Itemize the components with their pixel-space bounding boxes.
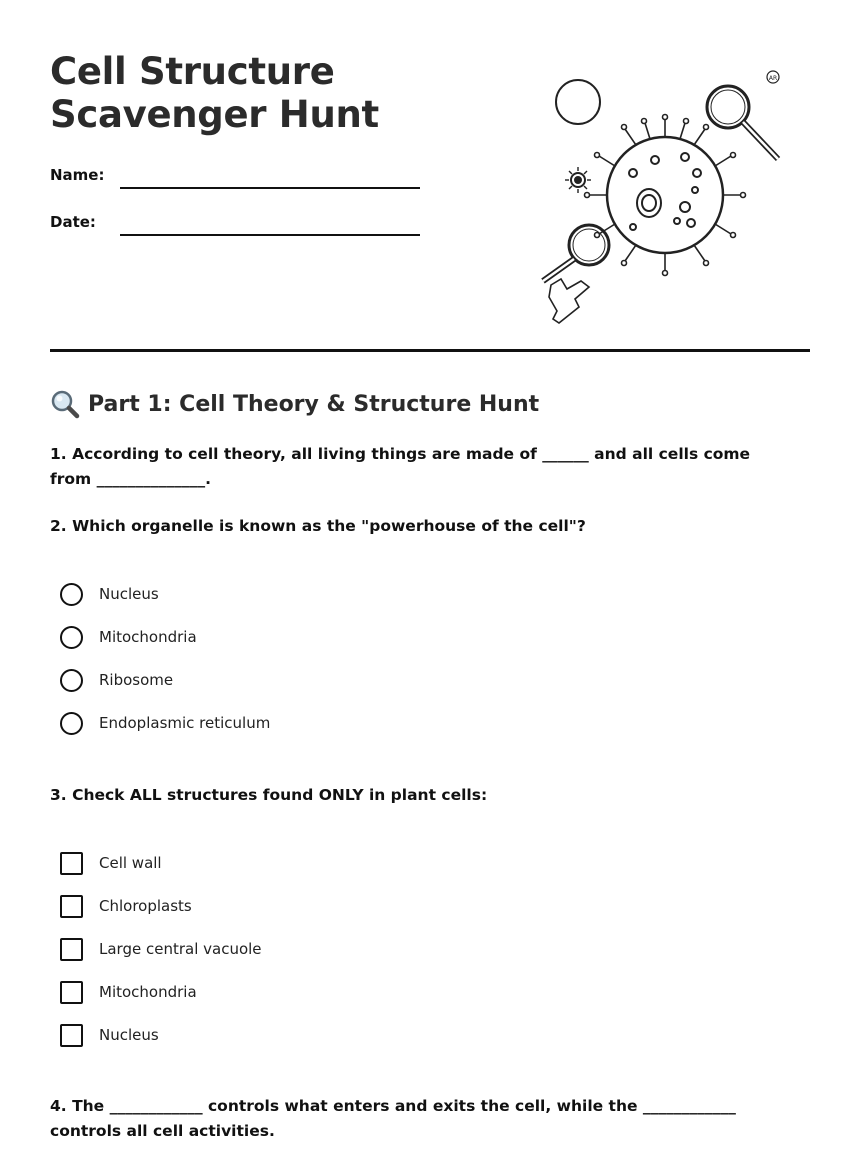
part1-heading-text: Part 1: Cell Theory & Structure Hunt [88, 391, 540, 417]
question-2: 2. Which organelle is known as the "powerhouse of the cell"? [50, 517, 586, 535]
question-3: 3. Check ALL structures found ONLY in plant cells: [50, 786, 488, 804]
cell-illustration [525, 45, 815, 335]
question-2-option-ribosome[interactable] [60, 667, 173, 693]
option-label: Large central vacuole [99, 940, 262, 958]
checkbox[interactable] [60, 1024, 83, 1047]
radio-button[interactable] [60, 669, 83, 692]
option-label: Endoplasmic reticulum [99, 714, 271, 732]
magnifier-top [707, 86, 749, 128]
radio-button[interactable] [60, 626, 83, 649]
question-3-option-chloroplasts[interactable] [60, 893, 192, 919]
option-label: Ribosome [99, 671, 174, 689]
worksheet-title: Cell Structure Scavenger Hunt [50, 50, 379, 136]
question-3-option-vacuole[interactable] [60, 936, 262, 962]
question-3-option-nucleus[interactable] [60, 1022, 159, 1048]
question-2-option-nucleus[interactable] [60, 581, 159, 607]
date-label: Date: [50, 213, 96, 231]
part1-heading [50, 389, 539, 419]
question-2-option-mitochondria[interactable] [60, 624, 197, 650]
magnifier-bottom [569, 225, 609, 265]
small-cell-circle [556, 80, 600, 124]
option-label: Cell wall [99, 854, 162, 872]
header-divider [50, 349, 810, 352]
name-field[interactable] [120, 187, 420, 189]
nucleus-shape [637, 189, 661, 217]
radio-button[interactable] [60, 712, 83, 735]
checkbox[interactable] [60, 852, 83, 875]
question-4: 4. The ____________ controls what enters and exits the cell, while the ____________ controls all cell activities. [50, 1097, 736, 1140]
checkbox[interactable] [60, 895, 83, 918]
option-label: Nucleus [99, 585, 159, 603]
option-label: Chloroplasts [99, 897, 192, 915]
question-1: 1. According to cell theory, all living things are made of ______ and all cells come from ______________. [50, 445, 751, 488]
question-2-option-er[interactable] [60, 710, 270, 736]
question-3-option-mitochondria[interactable] [60, 979, 197, 1005]
main-cell [607, 137, 723, 253]
magnifying-glass-icon [50, 389, 80, 419]
option-label: Mitochondria [99, 628, 197, 646]
checkbox[interactable] [60, 981, 83, 1004]
question-3-option-cell-wall[interactable] [60, 850, 162, 876]
radio-button[interactable] [60, 583, 83, 606]
checkbox[interactable] [60, 938, 83, 961]
date-field[interactable] [120, 234, 420, 236]
illustration-mark: AR [768, 75, 778, 82]
name-label: Name: [50, 166, 105, 184]
option-label: Nucleus [99, 1026, 159, 1044]
option-label: Mitochondria [99, 983, 197, 1001]
